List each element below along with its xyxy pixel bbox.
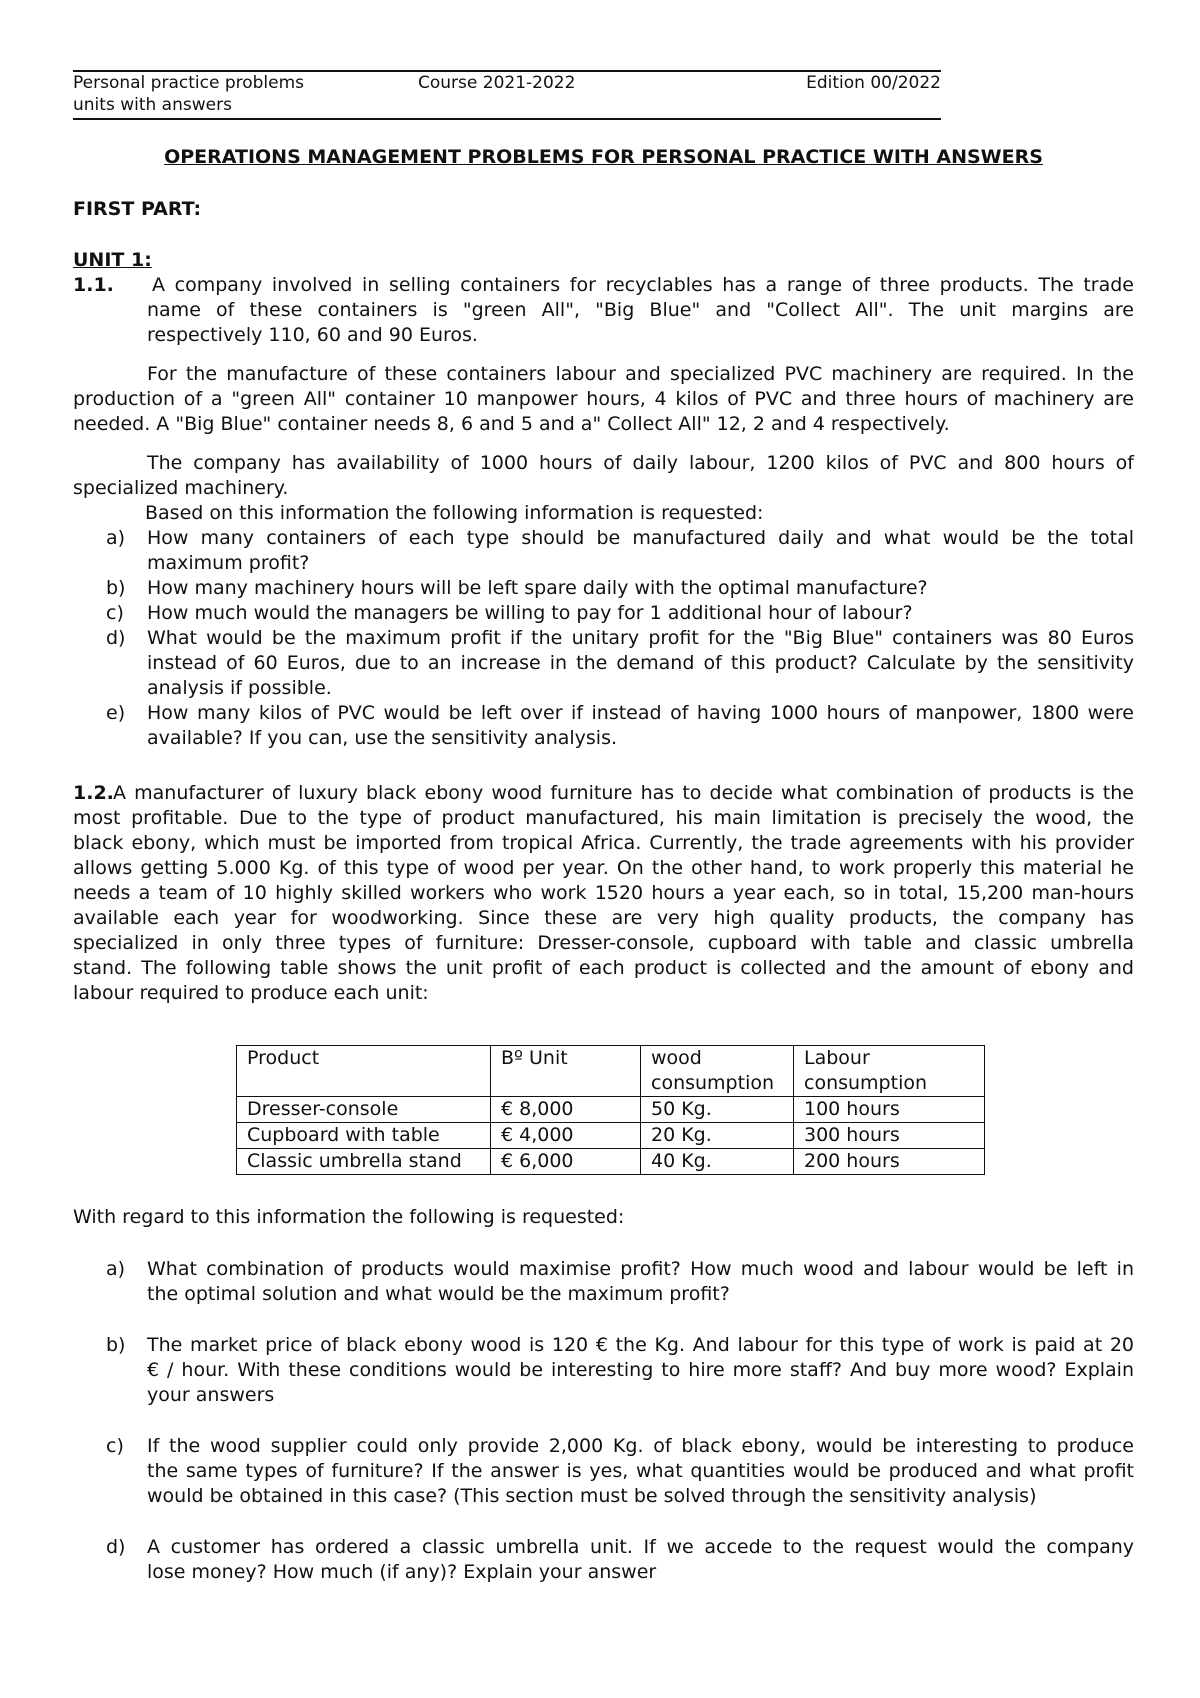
document-title: OPERATIONS MANAGEMENT PROBLEMS FOR PERSONAL PRACTICE WITH ANSWERS: [164, 146, 1043, 168]
p11-para2-line: needed. A "Big Blue" container needs 8, 6 and 5 and a" Collect All" 12, 2 and 4 respectively.: [73, 413, 950, 435]
p12-line: labour required to produce each unit:: [73, 982, 429, 1004]
p12-line: available each year for woodworking. Since these are very high quality products, the company has: [73, 907, 1134, 929]
problem-number-1-2: 1.2.: [73, 782, 114, 804]
header-left-line1: Personal practice problems: [73, 73, 305, 93]
table-cell: 100 hours: [794, 1097, 985, 1123]
p12-line: stand. The following table shows the unit profit of each product is collected and the amount of ebony and: [73, 957, 1134, 979]
p12-line: black ebony, which must be imported from tropical Africa. Currently, the trade agreements with his provider: [73, 832, 1134, 854]
question-label: b): [106, 577, 126, 599]
question-line: instead of 60 Euros, due to an increase in the demand of this product? Calculate by the sensitivity: [147, 652, 1134, 674]
table-row: [237, 1097, 985, 1123]
p11-line: A company involved in selling containers for recyclables has a range of three products. The trade: [152, 274, 1134, 296]
header-course: Course 2021-2022: [418, 73, 576, 93]
table-header-cell: [491, 1046, 641, 1097]
p12-line: needs a team of 10 highly skilled workers who work 1520 hours a year each, so in total, 15,200 man-hours: [73, 882, 1134, 904]
p11-para4: Based on this information the following information is requested:: [145, 502, 764, 524]
p12-line: specialized in only three types of furniture: Dresser-console, cupboard with table and classic umbrella: [73, 932, 1134, 954]
table-cell: € 4,000: [491, 1123, 641, 1149]
question-line: What combination of products would maximise profit? How much wood and labour would be left in: [147, 1258, 1134, 1280]
question-label: a): [106, 1258, 126, 1280]
header-text: Labour: [804, 1047, 870, 1069]
question-label: c): [106, 1435, 124, 1457]
question-label: e): [106, 702, 126, 724]
running-header: [73, 70, 941, 120]
question-line: If the wood supplier could only provide 2,000 Kg. of black ebony, would be interesting to produce: [147, 1435, 1134, 1457]
question-label: a): [106, 527, 126, 549]
table-cell: Dresser-console: [237, 1097, 491, 1123]
p12-line: most profitable. Due to the type of product manufactured, his main limitation is precisely the wood, the: [73, 807, 1134, 829]
p12-line: allows getting 5.000 Kg. of this type of wood per year. On the other hand, to work properly this material he: [73, 857, 1134, 879]
question-line: What would be the maximum profit if the unitary profit for the "Big Blue" containers was 80 Euros: [147, 627, 1134, 649]
p11-para3-line: specialized machinery.: [73, 477, 289, 499]
question-line: A customer has ordered a classic umbrella unit. If we accede to the request would the company: [147, 1536, 1134, 1558]
p11-line: name of these containers is "green All", "Big Blue" and "Collect All". The unit margins are: [147, 299, 1134, 321]
table-cell: 300 hours: [794, 1123, 985, 1149]
p11-line: respectively 110, 60 and 90 Euros.: [147, 324, 478, 346]
table-header-cell: [237, 1046, 491, 1097]
problem-number-1-1: 1.1.: [73, 274, 114, 296]
question-line: How much would the managers be willing to pay for 1 additional hour of labour?: [147, 602, 913, 624]
header-text: consumption: [651, 1072, 775, 1094]
header-text: Bº Unit: [501, 1047, 568, 1069]
question-label: c): [106, 602, 124, 624]
unit-heading: UNIT 1:: [73, 249, 152, 271]
header-text: Product: [247, 1047, 320, 1069]
part-heading: FIRST PART:: [73, 198, 202, 220]
p12-line: A manufacturer of luxury black ebony wood furniture has to decide what combination of products is the: [113, 782, 1134, 804]
table-cell: 200 hours: [794, 1149, 985, 1175]
question-label: d): [106, 1536, 126, 1558]
table-cell: 50 Kg.: [641, 1097, 794, 1123]
header-text: wood: [651, 1047, 702, 1069]
question-line: the same types of furniture? If the answer is yes, what quantities would be produced and what profit: [147, 1460, 1134, 1482]
table-cell: € 8,000: [491, 1097, 641, 1123]
question-line: How many kilos of PVC would be left over if instead of having 1000 hours of manpower, 1800 were: [147, 702, 1134, 724]
table-header-row: [237, 1046, 985, 1097]
table-cell: € 6,000: [491, 1149, 641, 1175]
p12-intro: With regard to this information the following is requested:: [73, 1206, 625, 1228]
question-line: analysis if possible.: [147, 677, 332, 699]
table-row: [237, 1123, 985, 1149]
table-row: [237, 1149, 985, 1175]
question-line: maximum profit?: [147, 552, 310, 574]
question-line: € / hour. With these conditions would be interesting to hire more staff? And buy more wood? Explain: [147, 1359, 1134, 1381]
question-label: d): [106, 627, 126, 649]
products-table: [236, 1045, 985, 1175]
table-cell: 20 Kg.: [641, 1123, 794, 1149]
question-line: your answers: [147, 1384, 275, 1406]
question-line: How many machinery hours will be left spare daily with the optimal manufacture?: [147, 577, 928, 599]
p11-para2-line: For the manufacture of these containers labour and specialized PVC machinery are required. In the: [147, 363, 1134, 385]
table-cell: 40 Kg.: [641, 1149, 794, 1175]
question-line: would be obtained in this case? (This section must be solved through the sensitivity analysis): [147, 1485, 1037, 1507]
question-line: available? If you can, use the sensitivity analysis.: [147, 727, 618, 749]
header-text: consumption: [804, 1072, 928, 1094]
question-line: the optimal solution and what would be the maximum profit?: [147, 1283, 730, 1305]
header-edition: Edition 00/2022: [806, 73, 941, 93]
p11-para3-line: The company has availability of 1000 hours of daily labour, 1200 kilos of PVC and 800 hours of: [147, 452, 1134, 474]
table-header-cell: [641, 1046, 794, 1097]
question-line: lose money? How much (if any)? Explain your answer: [147, 1561, 657, 1583]
table-cell: Classic umbrella stand: [237, 1149, 491, 1175]
question-line: The market price of black ebony wood is 120 € the Kg. And labour for this type of work is paid at 20: [147, 1334, 1134, 1356]
question-label: b): [106, 1334, 126, 1356]
header-left-line2: units with answers: [73, 95, 232, 115]
question-line: How many containers of each type should be manufactured daily and what would be the total: [147, 527, 1134, 549]
table-header-cell: [794, 1046, 985, 1097]
table-cell: Cupboard with table: [237, 1123, 491, 1149]
p11-para2-line: production of a "green All" container 10 manpower hours, 4 kilos of PVC and three hours of machinery are: [73, 388, 1134, 410]
